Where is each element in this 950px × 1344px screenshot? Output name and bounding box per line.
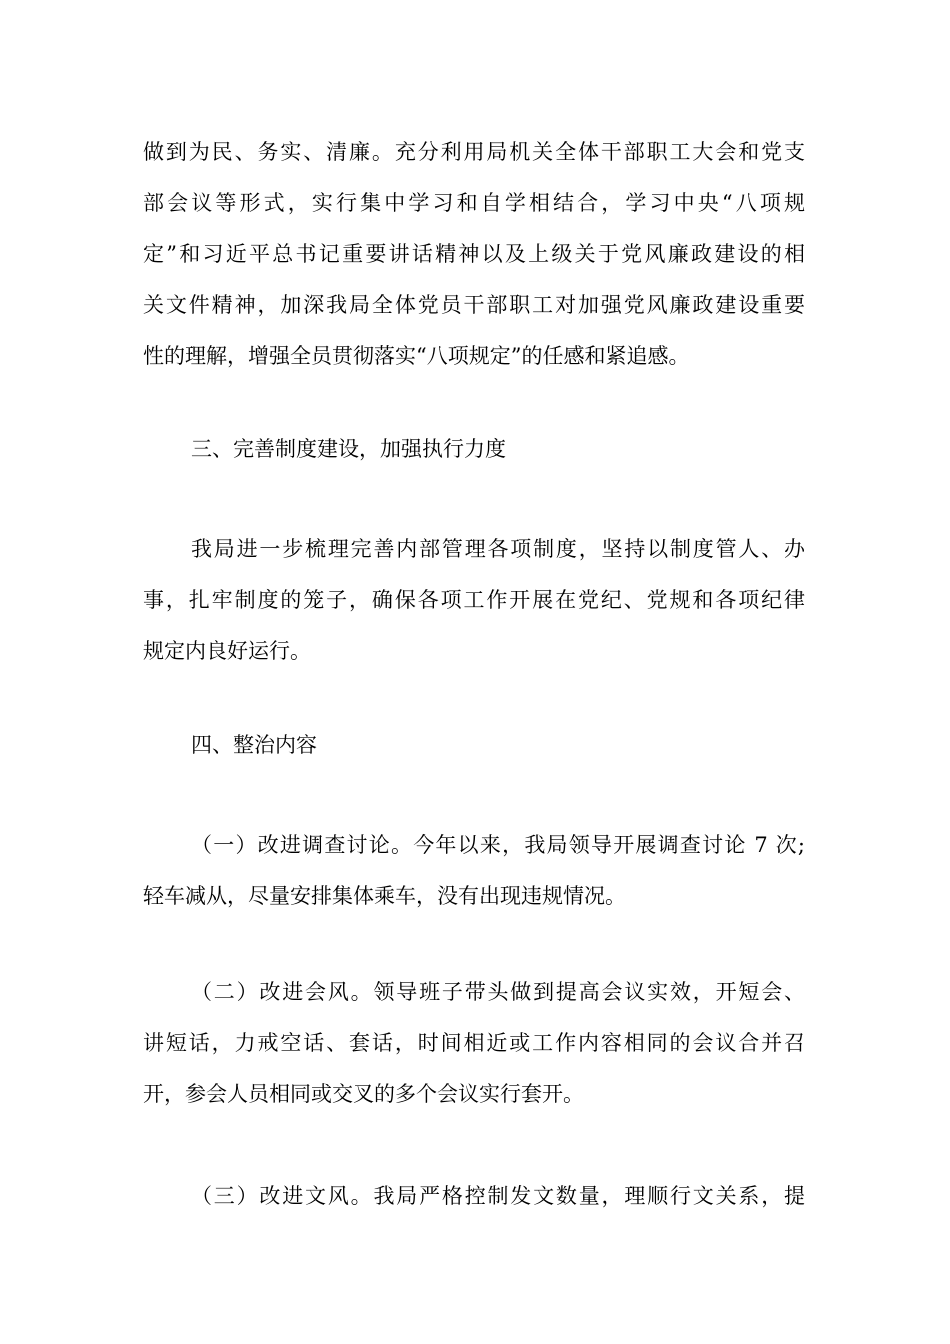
text-line: 讲短话，力戒空话、套话，时间相近或工作内容相同的会议合并召: [143, 1031, 805, 1055]
text-line: 轻车减从，尽量安排集体乘车，没有出现违规情况。: [143, 884, 626, 908]
text-line: 定”和习近平总书记重要讲话精神以及上级关于党风廉政建设的相: [143, 242, 805, 266]
text-line: （一）改进调查讨论。今年以来，我局领导开展调查讨论 7 次;: [191, 833, 805, 857]
paragraph-3: [143, 524, 805, 677]
paragraph-intro: [143, 127, 805, 382]
list-item-3: [143, 1171, 805, 1222]
heading-text: 四、整治内容: [191, 733, 317, 757]
text-line: 性的理解，增强全员贯彻落实“八项规定”的任感和紧追感。: [143, 344, 690, 368]
text-line: 关文件精神，加深我局全体党员干部职工对加强党风廉政建设重要: [143, 293, 805, 317]
text-line: 部会议等形式，实行集中学习和自学相结合，学习中央“八项规: [143, 191, 805, 215]
heading-text: 三、完善制度建设，加强执行力度: [191, 437, 506, 461]
text-line: （二）改进会风。领导班子带头做到提高会议实效，开短会、: [191, 980, 805, 1004]
text-line: （三）改进文风。我局严格控制发文数量，理顺行文关系，提: [191, 1184, 805, 1208]
list-item-2: [143, 967, 805, 1120]
text-line: 开，参会人员相同或交叉的多个会议实行套开。: [143, 1082, 584, 1106]
text-line: 规定内良好运行。: [143, 639, 311, 663]
section-heading-3: [143, 424, 805, 475]
text-line: 做到为民、务实、清廉。充分利用局机关全体干部职工大会和党支: [143, 140, 805, 164]
section-heading-4: [143, 720, 805, 771]
text-line: 我局进一步梳理完善内部管理各项制度，坚持以制度管人、办: [191, 537, 805, 561]
text-line: 事，扎牢制度的笼子，确保各项工作开展在党纪、党规和各项纪律: [143, 588, 805, 612]
list-item-1: [143, 820, 805, 922]
